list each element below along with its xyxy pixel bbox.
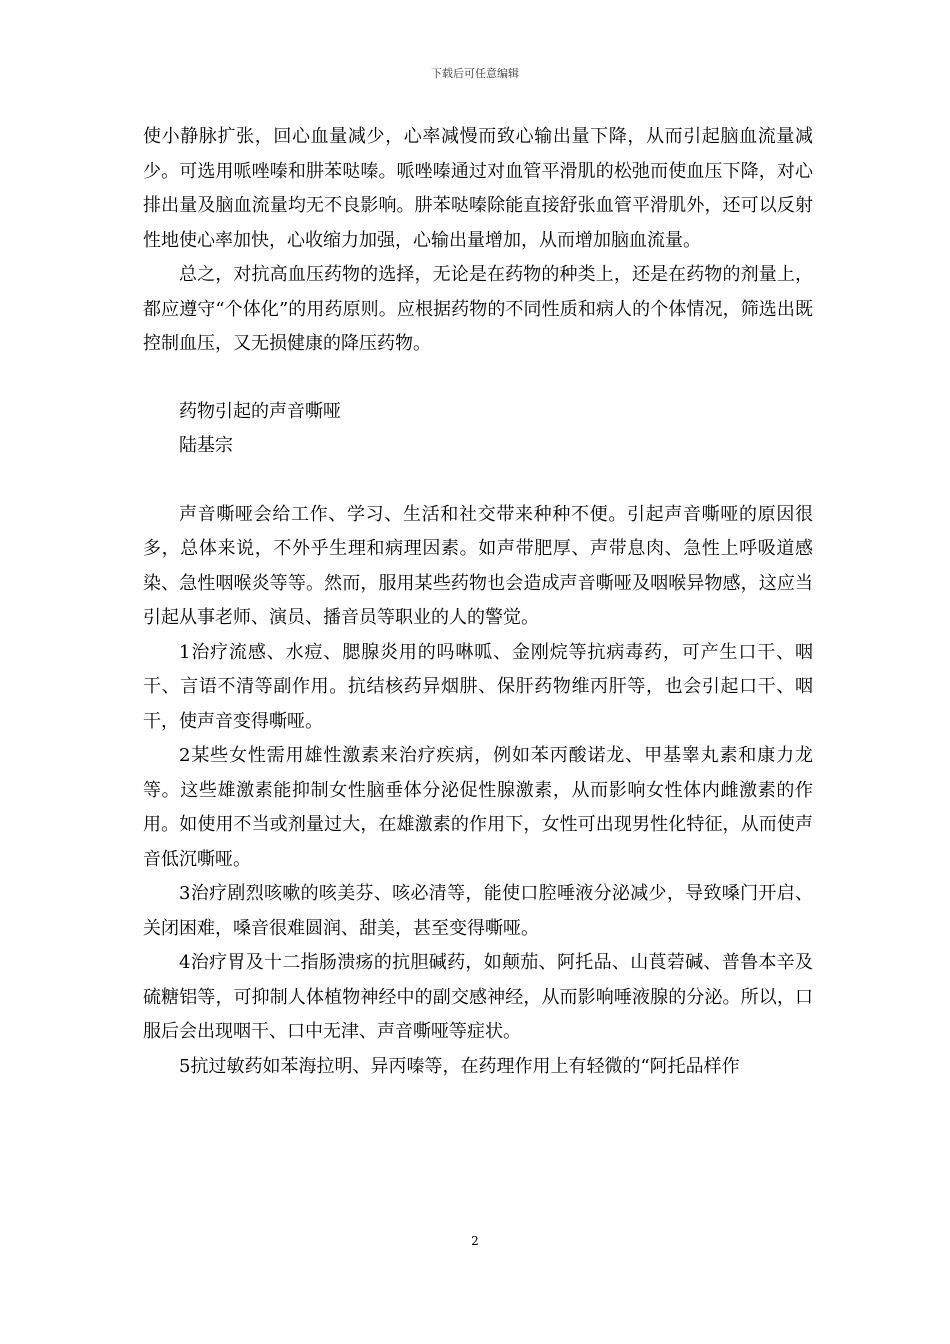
document-body [143, 120, 813, 1084]
article-intro: 声音嘶哑会给工作、学习、生活和社交带来种种不便。引起声音嘶哑的原因很多，总体来说，不外乎生理和病理因素。如声带肥厚、声带息肉、急性上呼吸道感染、急性咽喉炎等等。然而，服用某些药物也会造成声音嘶哑及咽喉异物感，这应当引起从事老师、演员、播音员等职业的人的警觉。 [143, 503, 813, 628]
page-header: 下载后可任意编辑 [431, 67, 519, 80]
list-item-3: 3治疗剧烈咳嗽的咳美芬、咳必清等，能使口腔唾液分泌减少，导致嗓门开启、关闭困难，嗓音很难圆润、甜美，甚至变得嘶哑。 [143, 883, 813, 939]
spacer [143, 464, 813, 498]
list-item-1: 1治疗流感、水痘、腮腺炎用的吗啉呱、金刚烷等抗病毒药，可产生口干、咽干、言语不清等副作用。抗结核药异烟肼、保肝药物维丙肝等，也会引起口干、咽干，使声音变得嘶哑。 [143, 641, 813, 732]
list-item-2: 2某些女性需用雄性激素来治疗疾病，例如苯丙酸诺龙、甲基睾丸素和康力龙等。这些雄激素能抑制女性脑垂体分泌促性腺激素，从而影响女性体内雌激素的作用。如使用不当或剂量过大，在雄激素的作用下，女性可出现男性化特征，从而使声音低沉嘶哑。 [143, 745, 813, 870]
article-author: 陆基宗 [179, 435, 233, 456]
spacer [143, 362, 813, 395]
article-title: 药物引起的声音嘶哑 [179, 400, 341, 422]
page-number: 2 [471, 1234, 479, 1248]
list-item-5: 5抗过敏药如苯海拉明、异丙嗪等，在药理作用上有轻微的“阿托品样作 [179, 1055, 740, 1077]
list-item-4: 4治疗胃及十二指肠溃疡的抗胆碱药，如颠茄、阿托品、山莨菪碱、普鲁本辛及硫糖铝等，可抑制人体植物神经中的副交感神经，从而影响唾液腺的分泌。所以，口服后会出现咽干、口中无津、声音嘶哑等症状。 [143, 952, 813, 1042]
paragraph-continuation: 使小静脉扩张，回心血量减少，心率减慢而致心输出量下降，从而引起脑血流量减少。可选用哌唑嗪和肼苯哒嗪。哌唑嗪通过对血管平滑肌的松弛而使血压下降，对心排出量及脑血流量均无不良影响。肼苯哒嗪除能直接舒张血管平滑肌外，还可以反射性地使心率加快，心收缩力加强，心输出量增加，从而增加脑血流量。 [143, 126, 813, 251]
paragraph-summary: 总之，对抗高血压药物的选择，无论是在药物的种类上，还是在药物的剂量上，都应遵守“个体化”的用药原则。应根据药物的不同性质和病人的个体情况，筛选出既控制血压，又无损健康的降压药物。 [143, 264, 813, 354]
